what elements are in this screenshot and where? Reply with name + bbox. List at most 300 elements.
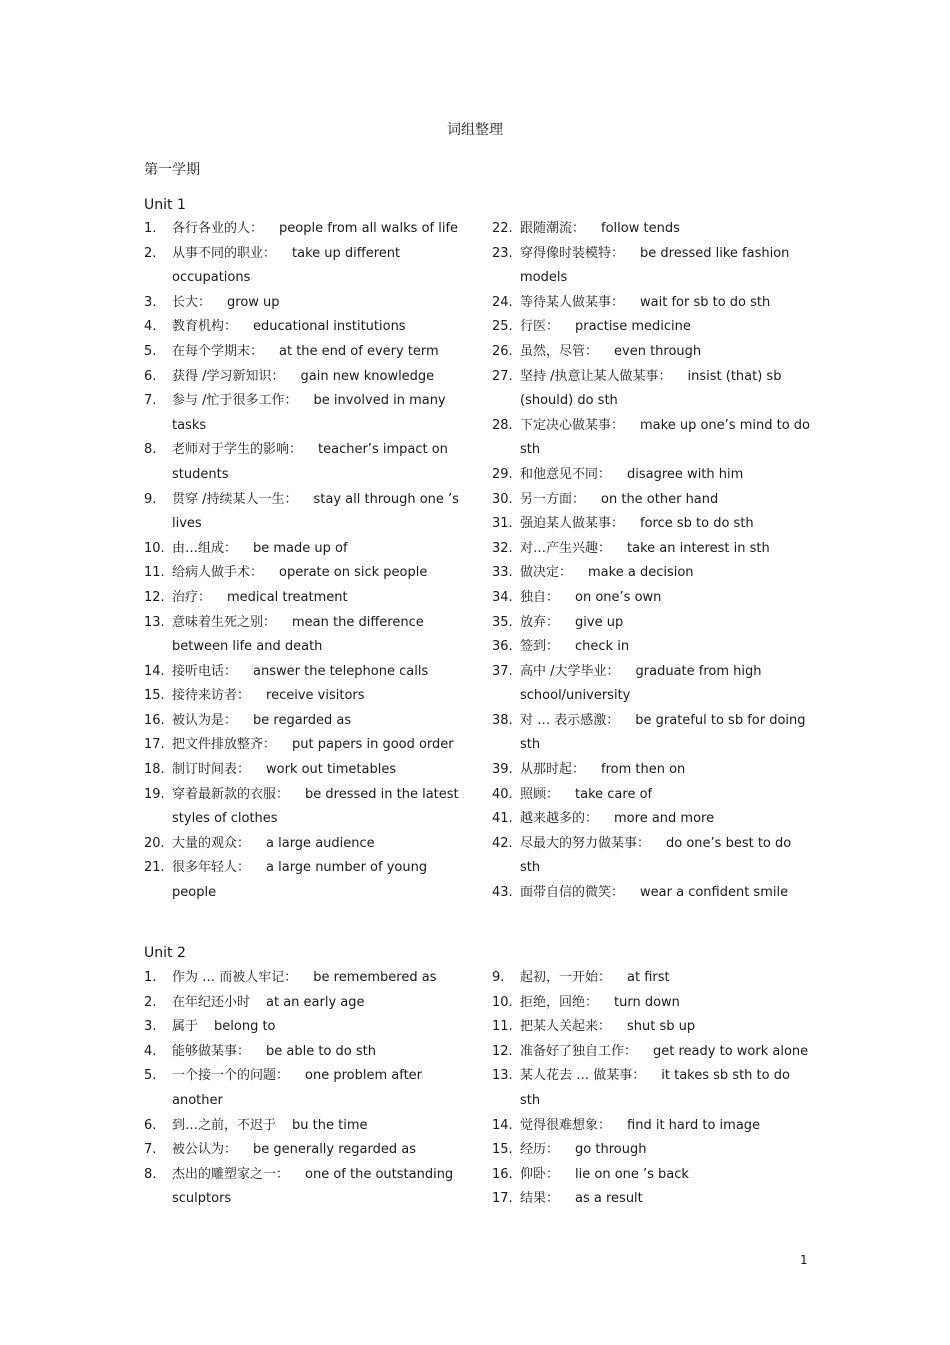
- english-phrase: on the other hand: [601, 491, 719, 507]
- english-phrase: from then on: [601, 762, 686, 778]
- chinese-phrase: 结果：: [520, 1191, 560, 1207]
- english-phrase: stay all through one ’s lives: [172, 491, 459, 532]
- item-number: 18.: [144, 762, 165, 778]
- english-phrase: practise medicine: [575, 319, 691, 335]
- english-phrase: at an early age: [266, 994, 365, 1010]
- item-text: [520, 991, 810, 1016]
- item-number: 42.: [492, 835, 513, 851]
- chinese-phrase: 另一方面：: [520, 491, 586, 507]
- list-item: [492, 1114, 810, 1139]
- item-text: [520, 807, 810, 832]
- item-text: [172, 242, 464, 291]
- item-number: 16.: [144, 712, 165, 728]
- english-phrase: even through: [614, 343, 702, 359]
- item-number: 1.: [144, 970, 157, 985]
- item-text: [172, 389, 464, 438]
- item-number: 39.: [492, 762, 513, 778]
- list-item: [144, 488, 464, 537]
- chinese-phrase: 贯穿 /持续某人一生：: [172, 491, 298, 507]
- chinese-phrase: 教育机构：: [172, 319, 238, 335]
- english-phrase: be remembered as: [313, 970, 437, 985]
- chinese-phrase: 把某人关起来：: [520, 1019, 612, 1035]
- chinese-phrase: 从事不同的职业：: [172, 245, 277, 261]
- item-number: 30.: [492, 491, 513, 507]
- english-phrase: get ready to work alone: [653, 1043, 809, 1059]
- item-text: [520, 365, 810, 414]
- item-text: [172, 709, 464, 734]
- chinese-phrase: 在年纪还小时: [172, 994, 251, 1010]
- english-phrase: on one’s own: [575, 589, 662, 605]
- item-number: 6.: [144, 1117, 157, 1133]
- item-number: 20.: [144, 835, 165, 851]
- list-item: [144, 1064, 464, 1113]
- chinese-phrase: 杰出的雕塑家之一：: [172, 1166, 290, 1182]
- list-item: [144, 733, 464, 758]
- item-number: 22.: [492, 221, 513, 236]
- chinese-phrase: 给病人做手术：: [172, 565, 264, 581]
- item-text: [520, 340, 810, 365]
- item-number: 34.: [492, 589, 513, 605]
- chinese-phrase: 经历：: [520, 1142, 560, 1158]
- chinese-phrase: 长大：: [172, 294, 212, 310]
- item-number: 37.: [492, 663, 513, 679]
- item-number: 23.: [492, 245, 513, 261]
- unit-1-right-column: [492, 217, 810, 906]
- list-item: [492, 611, 810, 636]
- english-phrase: make a decision: [588, 565, 694, 581]
- item-number: 35.: [492, 614, 513, 630]
- list-item: [144, 217, 464, 242]
- english-phrase: force sb to do sth: [640, 516, 754, 532]
- item-number: 25.: [492, 319, 513, 335]
- list-item: [144, 315, 464, 340]
- list-item: [144, 832, 464, 857]
- item-text: [520, 512, 810, 537]
- list-item: [492, 217, 810, 242]
- english-phrase: be made up of: [253, 540, 348, 556]
- item-text: [172, 1064, 464, 1113]
- item-text: [172, 733, 464, 758]
- item-text: [172, 856, 464, 905]
- chinese-phrase: 坚持 /执意让某人做某事：: [520, 368, 672, 384]
- item-number: 36.: [492, 639, 513, 655]
- unit-heading: Unit 2: [144, 945, 186, 961]
- english-phrase: be involved in many tasks: [172, 393, 446, 433]
- english-phrase: be generally regarded as: [253, 1142, 417, 1158]
- item-number: 12.: [144, 589, 165, 605]
- list-item: [492, 414, 810, 463]
- list-item: [144, 783, 464, 832]
- item-number: 5.: [144, 343, 157, 359]
- english-phrase: graduate from high school/university: [520, 663, 762, 704]
- chinese-phrase: 虽然，尽管：: [520, 343, 599, 359]
- item-text: [172, 684, 464, 709]
- chinese-phrase: 穿着最新款的衣服：: [172, 786, 290, 802]
- list-item: [492, 1040, 810, 1065]
- list-item: [492, 315, 810, 340]
- item-text: [172, 586, 464, 611]
- item-text: [520, 611, 810, 636]
- item-text: [520, 660, 810, 709]
- english-phrase: at the end of every term: [279, 343, 439, 359]
- english-phrase: take care of: [575, 786, 653, 802]
- list-item: [144, 242, 464, 291]
- chinese-phrase: 到…之前，不迟于: [172, 1117, 277, 1133]
- item-number: 14.: [492, 1117, 513, 1133]
- english-phrase: grow up: [227, 294, 280, 310]
- list-item: [492, 561, 810, 586]
- item-number: 27.: [492, 368, 513, 384]
- item-number: 6.: [144, 368, 157, 384]
- english-phrase: a large number of young people: [172, 860, 428, 901]
- list-item: [492, 660, 810, 709]
- chinese-phrase: 签到：: [520, 639, 560, 655]
- item-text: [520, 1064, 810, 1113]
- chinese-phrase: 很多年轻人：: [172, 860, 251, 876]
- english-phrase: disagree with him: [627, 466, 744, 482]
- list-item: [492, 966, 810, 991]
- item-text: [172, 966, 464, 991]
- english-phrase: give up: [575, 614, 624, 630]
- list-item: [492, 1064, 810, 1113]
- chinese-phrase: 某人花去 … 做某事：: [520, 1068, 646, 1084]
- item-text: [520, 783, 810, 808]
- item-text: [520, 586, 810, 611]
- item-number: 29.: [492, 466, 513, 482]
- english-phrase: check in: [575, 639, 630, 655]
- item-number: 11.: [492, 1019, 513, 1035]
- chinese-phrase: 对…产生兴趣：: [520, 540, 612, 556]
- item-number: 16.: [492, 1166, 513, 1182]
- item-number: 40.: [492, 786, 513, 802]
- english-phrase: teacher’s impact on students: [172, 442, 448, 482]
- list-item: [492, 807, 810, 832]
- item-text: [520, 1163, 810, 1188]
- item-text: [172, 488, 464, 537]
- english-phrase: receive visitors: [266, 688, 365, 704]
- english-phrase: lie on one ’s back: [575, 1166, 689, 1182]
- item-text: [520, 758, 810, 783]
- chinese-phrase: 从那时起：: [520, 762, 586, 778]
- chinese-phrase: 觉得很难想象：: [520, 1117, 612, 1133]
- chinese-phrase: 强迫某人做某事：: [520, 516, 625, 532]
- english-phrase: find it hard to image: [627, 1117, 761, 1133]
- item-text: [172, 660, 464, 685]
- item-number: 4.: [144, 1043, 157, 1059]
- item-number: 19.: [144, 786, 165, 802]
- list-item: [144, 660, 464, 685]
- list-item: [492, 758, 810, 783]
- item-text: [520, 1015, 810, 1040]
- item-number: 3.: [144, 1019, 157, 1035]
- list-item: [492, 783, 810, 808]
- item-number: 9.: [492, 970, 505, 985]
- list-item: [492, 1187, 810, 1212]
- chinese-phrase: 各行各业的人：: [172, 221, 264, 236]
- unit-1-left-column: [144, 217, 464, 906]
- chinese-phrase: 跟随潮流：: [520, 221, 586, 236]
- item-text: [172, 315, 464, 340]
- item-text: [520, 881, 810, 906]
- item-text: [520, 635, 810, 660]
- list-item: [492, 1015, 810, 1040]
- chinese-phrase: 仰卧：: [520, 1166, 560, 1182]
- list-item: [492, 1163, 810, 1188]
- item-number: 9.: [144, 491, 157, 507]
- item-number: 13.: [144, 614, 165, 630]
- item-number: 2.: [144, 994, 157, 1010]
- english-phrase: mean the difference between life and death: [172, 614, 424, 655]
- item-text: [172, 832, 464, 857]
- chinese-phrase: 由…组成：: [172, 540, 238, 556]
- list-item: [144, 856, 464, 905]
- chinese-phrase: 被认为是：: [172, 712, 238, 728]
- list-item: [144, 537, 464, 562]
- chinese-phrase: 尽最大的努力做某事：: [520, 835, 651, 851]
- list-item: [144, 684, 464, 709]
- english-phrase: insist (that) sb (should) do sth: [520, 368, 782, 409]
- english-phrase: be regarded as: [253, 712, 352, 728]
- chinese-phrase: 属于: [172, 1019, 199, 1035]
- chinese-phrase: 接待来访者：: [172, 688, 251, 704]
- item-text: [172, 291, 464, 316]
- english-phrase: at first: [627, 970, 670, 985]
- chinese-phrase: 在每个学期末：: [172, 343, 264, 359]
- item-number: 13.: [492, 1068, 513, 1084]
- list-item: [492, 1138, 810, 1163]
- chinese-phrase: 对 … 表示感激：: [520, 712, 620, 728]
- english-phrase: make up one’s mind to do sth: [520, 417, 810, 458]
- item-text: [172, 1015, 464, 1040]
- item-text: [520, 537, 810, 562]
- item-text: [172, 340, 464, 365]
- list-item: [492, 586, 810, 611]
- item-text: [520, 414, 810, 463]
- list-item: [144, 991, 464, 1016]
- chinese-phrase: 一个接一个的问题：: [172, 1068, 290, 1084]
- item-text: [520, 291, 810, 316]
- chinese-phrase: 获得 /学习新知识：: [172, 368, 285, 384]
- list-item: [492, 365, 810, 414]
- chinese-phrase: 面带自信的微笑：: [520, 885, 625, 901]
- item-number: 10.: [492, 994, 513, 1010]
- item-number: 5.: [144, 1068, 157, 1084]
- item-number: 38.: [492, 712, 513, 728]
- item-number: 15.: [144, 688, 165, 704]
- chinese-phrase: 把文件排放整齐：: [172, 737, 277, 753]
- list-item: [492, 635, 810, 660]
- item-number: 14.: [144, 663, 165, 679]
- item-text: [520, 242, 810, 291]
- english-phrase: go through: [575, 1142, 647, 1158]
- chinese-phrase: 作为 … 而被人牢记：: [172, 970, 298, 985]
- chinese-phrase: 起初，一开始：: [520, 970, 612, 985]
- list-item: [144, 561, 464, 586]
- english-phrase: medical treatment: [227, 589, 348, 605]
- english-phrase: put papers in good order: [292, 737, 454, 753]
- item-text: [520, 561, 810, 586]
- list-item: [492, 488, 810, 513]
- page-title: 词组整理: [447, 122, 503, 138]
- chinese-phrase: 老师对于学生的影响：: [172, 442, 303, 458]
- item-number: 21.: [144, 860, 165, 876]
- item-text: [520, 1187, 810, 1212]
- english-phrase: operate on sick people: [279, 565, 428, 581]
- chinese-phrase: 意味着生死之别：: [172, 614, 277, 630]
- item-text: [172, 365, 464, 390]
- item-text: [520, 1040, 810, 1065]
- item-text: [172, 537, 464, 562]
- item-number: 15.: [492, 1142, 513, 1158]
- english-phrase: follow tends: [601, 221, 680, 236]
- list-item: [144, 1163, 464, 1212]
- list-item: [144, 1114, 464, 1139]
- item-number: 31.: [492, 516, 513, 532]
- list-item: [144, 1040, 464, 1065]
- chinese-phrase: 放弃：: [520, 614, 560, 630]
- chinese-phrase: 能够做某事：: [172, 1043, 251, 1059]
- english-phrase: take up different occupations: [172, 245, 401, 286]
- list-item: [144, 389, 464, 438]
- item-number: 17.: [144, 737, 165, 753]
- item-number: 43.: [492, 885, 513, 901]
- item-text: [172, 438, 464, 487]
- chinese-phrase: 独自：: [520, 589, 560, 605]
- chinese-phrase: 参与 /忙于很多工作：: [172, 393, 298, 409]
- chinese-phrase: 穿得像时装模特：: [520, 245, 625, 261]
- list-item: [144, 1015, 464, 1040]
- page-number: 1: [800, 1253, 808, 1267]
- item-number: 17.: [492, 1191, 513, 1207]
- list-item: [492, 709, 810, 758]
- chinese-phrase: 被公认为：: [172, 1142, 238, 1158]
- list-item: [492, 991, 810, 1016]
- unit-heading: Unit 1: [144, 197, 186, 213]
- item-text: [520, 217, 810, 242]
- list-item: [144, 758, 464, 783]
- item-number: 3.: [144, 294, 157, 310]
- english-phrase: wear a confident smile: [640, 885, 789, 901]
- list-item: [492, 512, 810, 537]
- chinese-phrase: 行医：: [520, 319, 560, 335]
- english-phrase: a large audience: [266, 835, 375, 851]
- list-item: [144, 365, 464, 390]
- item-number: 12.: [492, 1043, 513, 1059]
- item-number: 28.: [492, 417, 513, 433]
- item-number: 10.: [144, 540, 165, 556]
- english-phrase: do one’s best to do sth: [520, 835, 792, 876]
- unit-2-left-column: [144, 966, 464, 1212]
- list-item: [144, 586, 464, 611]
- english-phrase: be dressed like fashion models: [520, 245, 790, 286]
- item-number: 33.: [492, 565, 513, 581]
- chinese-phrase: 接听电话：: [172, 663, 238, 679]
- list-item: [144, 966, 464, 991]
- english-phrase: be grateful to sb for doing sth: [520, 712, 806, 753]
- list-item: [492, 463, 810, 488]
- english-phrase: one of the outstanding sculptors: [172, 1166, 454, 1207]
- item-number: 11.: [144, 565, 165, 581]
- english-phrase: answer the telephone calls: [253, 663, 429, 679]
- item-text: [172, 1114, 464, 1139]
- item-text: [172, 1040, 464, 1065]
- chinese-phrase: 拒绝，回绝：: [520, 994, 599, 1010]
- chinese-phrase: 制订时间表：: [172, 762, 251, 778]
- unit-2-right-column: [492, 966, 810, 1212]
- item-text: [520, 488, 810, 513]
- english-phrase: work out timetables: [266, 762, 397, 778]
- item-number: 4.: [144, 319, 157, 335]
- chinese-phrase: 做决定：: [520, 565, 573, 581]
- list-item: [492, 242, 810, 291]
- item-text: [520, 1114, 810, 1139]
- list-item: [492, 291, 810, 316]
- chinese-phrase: 准备好了独自工作：: [520, 1043, 638, 1059]
- list-item: [144, 1138, 464, 1163]
- english-phrase: as a result: [575, 1191, 643, 1207]
- item-text: [172, 611, 464, 660]
- english-phrase: take an interest in sth: [627, 540, 770, 556]
- item-number: 24.: [492, 294, 513, 310]
- semester-heading: 第一学期: [144, 162, 200, 178]
- chinese-phrase: 大量的观众：: [172, 835, 251, 851]
- english-phrase: turn down: [614, 994, 680, 1010]
- english-phrase: wait for sb to do sth: [640, 294, 771, 310]
- item-text: [520, 315, 810, 340]
- item-text: [172, 217, 464, 242]
- chinese-phrase: 高中 /大学毕业：: [520, 663, 620, 679]
- list-item: [492, 832, 810, 881]
- item-text: [520, 832, 810, 881]
- item-text: [172, 1163, 464, 1212]
- item-number: 8.: [144, 442, 157, 458]
- english-phrase: bu the time: [292, 1117, 368, 1133]
- item-text: [172, 1138, 464, 1163]
- item-text: [520, 966, 810, 991]
- item-text: [520, 709, 810, 758]
- english-phrase: be dressed in the latest styles of clothes: [172, 786, 459, 827]
- list-item: [492, 340, 810, 365]
- english-phrase: more and more: [614, 811, 715, 827]
- list-item: [144, 291, 464, 316]
- item-number: 26.: [492, 343, 513, 359]
- chinese-phrase: 和他意见不同：: [520, 466, 612, 482]
- item-text: [520, 463, 810, 488]
- english-phrase: people from all walks of life: [279, 221, 459, 236]
- english-phrase: belong to: [214, 1019, 276, 1035]
- english-phrase: one problem after another: [172, 1068, 423, 1108]
- chinese-phrase: 越来越多的：: [520, 811, 599, 827]
- english-phrase: be able to do sth: [266, 1043, 376, 1059]
- chinese-phrase: 下定决心做某事：: [520, 417, 625, 433]
- english-phrase: educational institutions: [253, 319, 406, 335]
- list-item: [144, 709, 464, 734]
- list-item: [144, 611, 464, 660]
- english-phrase: gain new knowledge: [300, 368, 435, 384]
- english-phrase: shut sb up: [627, 1019, 696, 1035]
- item-text: [172, 758, 464, 783]
- item-text: [172, 561, 464, 586]
- item-number: 32.: [492, 540, 513, 556]
- list-item: [144, 438, 464, 487]
- item-text: [520, 1138, 810, 1163]
- item-number: 7.: [144, 1142, 157, 1158]
- item-number: 1.: [144, 221, 157, 236]
- list-item: [492, 881, 810, 906]
- item-number: 8.: [144, 1166, 157, 1182]
- chinese-phrase: 等待某人做某事：: [520, 294, 625, 310]
- list-item: [492, 537, 810, 562]
